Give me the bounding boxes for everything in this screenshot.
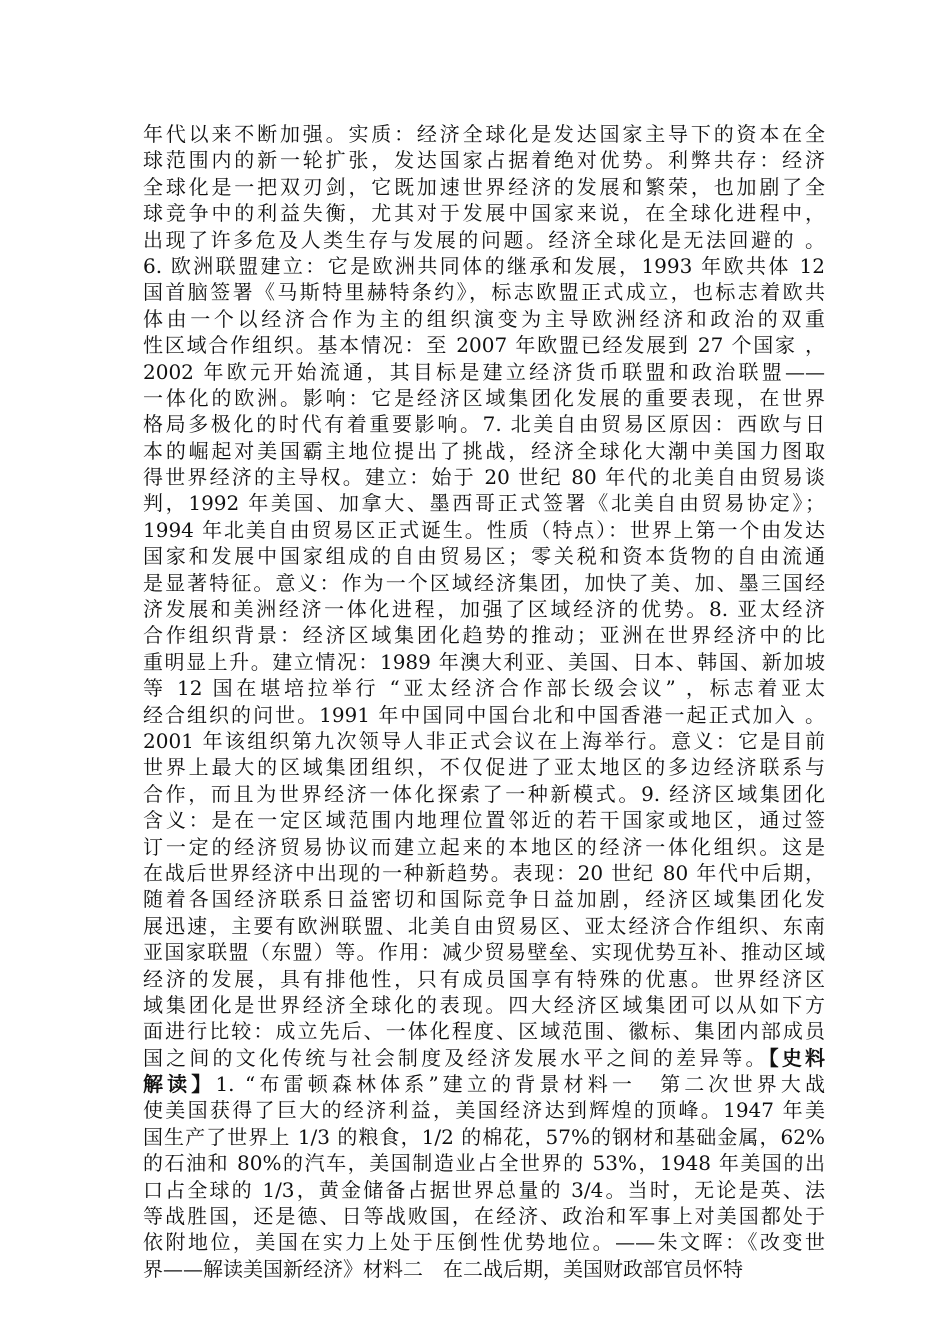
text-line: 一体化的欧洲。影响：它是经济区域集团化发展的重要表现，在世界 [143,385,825,410]
text-line: 等战胜国，还是德、日等战败国，在经济、政治和军事上对美国都处于 [143,1204,825,1229]
text-line: 球竞争中的利益失衡，尤其对于发展中国家来说，在全球化进程中， [143,201,825,226]
section-heading-part1: 【史料 [768,1045,826,1070]
text-line: 在战后世界经济中出现的一种新趋势。表现：20 世纪 80 年代中后期， [143,860,825,885]
text-line: 年代以来不断加强。实质：经济全球化是发达国家主导下的资本在全 [143,122,825,146]
text-segment: 1. “布雷顿森林体系”建立的背景材料一 第二次世界大战 [215,1072,826,1097]
text-line: 济发展和美洲经济一体化进程，加强了区域经济的优势。8. 亚太经济 [143,597,825,622]
text-line: 的石油和 80%的汽车，美国制造业占全世界的 53%，1948 年美国的出 [143,1151,825,1176]
text-line: 国首脑签署《马斯特里赫特条约》，标志欧盟正式成立，也标志着欧共 [143,280,825,305]
text-line: 经济的发展，具有排他性，只有成员国享有特殊的优惠。世界经济区 [143,966,825,991]
text-line: 性区域合作组织。基本情况：至 2007 年欧盟已经发展到 27 个国家 ， [143,333,825,358]
text-line: 口占全球的 1/3，黄金储备占据世界总量的 3/4。当时，无论是英、法 [143,1177,825,1202]
text-line: 是显著特征。意义：作为一个区域经济集团，加快了美、加、墨三国经 [143,570,825,595]
text-line: 2001 年该组织第九次领导人非正式会议在上海举行。意义：它是目前 [143,728,825,753]
text-line: 经合组织的问世。1991 年中国同中国台北和中国香港一起正式加入 。 [143,702,825,727]
text-line: 体由一个以经济合作为主的组织演变为主导欧洲经济和政治的双重 [143,306,825,331]
text-line: 随着各国经济联系日益密切和国际竞争日益加剧，经济区域集团化发 [143,887,825,912]
text-line: 订一定的经济贸易协议而建立起来的本地区的经济一体化组织。这是 [143,834,825,859]
text-line: 合作，而且为世界经济一体化探索了一种新模式。9. 经济区域集团化 [143,781,825,806]
text-line: 2002 年欧元开始流通，其目标是建立经济货币联盟和政治联盟—— [143,359,825,384]
text-line: 重明显上升。建立情况：1989 年澳大利亚、美国、日本、韩国、新加坡 [143,649,825,674]
text-line: 世界上最大的区域集团组织，不仅促进了亚太地区的多边经济联系与 [143,755,825,780]
text-line: 出现了许多危及人类生存与发展的问题。经济全球化是无法回避的 。 [143,227,825,252]
text-line-with-heading [143,1071,825,1097]
text-line: 本的崛起对美国霸主地位提出了挑战，经济全球化大潮中美国力图取 [143,438,825,463]
body-text [143,121,825,1282]
text-line: 依附地位，美国在实力上处于压倒性优势地位。——朱文晖：《改变世 [143,1230,825,1255]
text-line: 含义：是在一定区域范围内地理位置邻近的若干国家或地区，通过签 [143,808,825,833]
text-line: 合作组织背景：经济区域集团化趋势的推动；亚洲在世界经济中的比 [143,623,825,648]
text-line: 格局多极化的时代有着重要影响。7. 北美自由贸易区原因：西欧与日 [143,412,825,437]
text-line: 1994 年北美自由贸易区正式诞生。性质（特点）：世界上第一个由发达 [143,517,825,542]
section-heading-part2: 解读】 [143,1072,216,1097]
text-segment: 国之间的文化传统与社会制度及经济发展水平之间的差异等。 [143,1045,769,1070]
text-line: 得世界经济的主导权。建立：始于 20 世纪 80 年代的北美自由贸易谈 [143,465,825,490]
text-line: 亚国家联盟（东盟）等。作用：减少贸易壁垒、实现优势互补、推动区域 [143,940,825,965]
text-line: 展迅速，主要有欧洲联盟、北美自由贸易区、亚太经济合作组织、东南 [143,913,825,938]
text-line: 使美国获得了巨大的经济利益，美国经济达到辉煌的顶峰。1947 年美 [143,1098,825,1123]
text-line: 国生产了世界上 1/3 的粮食，1/2 的棉花，57%的钢材和基础金属，62% [143,1124,825,1149]
text-line: 国家和发展中国家组成的自由贸易区；零关税和资本货物的自由流通 [143,544,825,569]
text-line: 判，1992 年美国、加拿大、墨西哥正式签署《北美自由贸易协定》； [143,491,825,516]
text-line-with-heading [143,1045,825,1071]
text-line: 球范围内的新一轮扩张，发达国家占据着绝对优势。利弊共存：经济 [143,148,825,173]
text-line: 面进行比较：成立先后、一体化程度、区域范围、徽标、集团内部成员 [143,1019,825,1044]
text-line: 等 12 国在堪培拉举行 “亚太经济合作部长级会议” ，标志着亚太 [143,676,825,701]
text-line: 域集团化是世界经济全球化的表现。四大经济区域集团可以从如下方 [143,992,825,1017]
text-line: 界——解读美国新经济》材料二 在二战后期，美国财政部官员怀特 [143,1256,743,1281]
text-line: 6. 欧洲联盟建立：它是欧洲共同体的继承和发展，1993 年欧共体 12 [143,253,825,278]
text-line: 全球化是一把双刃剑，它既加速世界经济的发展和繁荣，也加剧了全 [143,174,825,199]
